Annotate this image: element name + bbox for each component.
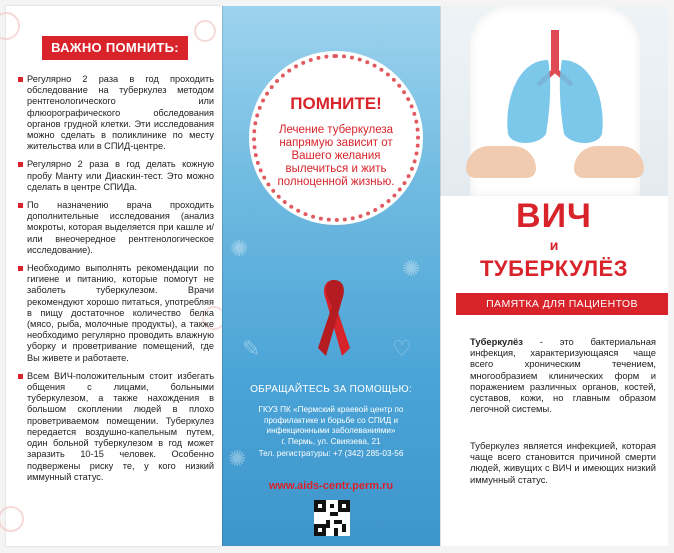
middle-panel (222, 6, 440, 546)
left-hand (466, 146, 536, 178)
contact-title: ОБРАЩАЙТЕСЬ ЗА ПОМОЩЬЮ: (250, 384, 412, 395)
tb-definition (470, 336, 656, 414)
bullet-square-icon (18, 77, 23, 82)
title-tuberculosis: ТУБЕРКУЛЁЗ (479, 256, 629, 281)
tb-risk-paragraph: Туберкулез является инфекцией, которая чаще всего становится причиной смерти людей, живущих с ВИЧ и имеющих низкий иммунный статус. (470, 440, 656, 485)
list-item-text: Регулярно 2 раза в год делать кожную пробу Манту или Диаскин-тест. Это можно сделать в центре СПИДа. (27, 159, 214, 192)
virus-pattern-icon: ✺ (228, 446, 247, 471)
title-hiv: ВИЧ (516, 197, 592, 235)
address: г. Пермь, ул. Свиязева, 21 (281, 436, 381, 446)
syringe-pattern-icon: ✎ (242, 336, 261, 361)
list-item-text: Регулярно 2 раза в год проходить обследование на туберкулез методом рентгенологического или флюорографического обследования органов грудной клетки. Эти исследования можно сделать в поликлинике по месту жительства или в СПИД-центре. (27, 74, 214, 152)
contact-block (232, 384, 430, 460)
list-item (18, 200, 214, 256)
recommendations-list (18, 74, 214, 490)
tb-term: Туберкулёз (470, 336, 523, 347)
list-item (18, 371, 214, 483)
virus-decoration-icon (194, 20, 216, 42)
bullet-square-icon (18, 162, 23, 167)
virus-decoration-icon (0, 12, 20, 40)
tb-definition-text: - это бактериальная инфекция, характеризующаяся чаще всего хроническим течением, многообразием клинических форм и поражением различных органов, костей, суставов, кожи, но главным образом легочной системы. (470, 336, 656, 415)
virus-pattern-icon: ✺ (230, 236, 249, 261)
bullet-square-icon (18, 266, 23, 271)
remember-circle (252, 54, 420, 222)
virus-pattern-icon: ✺ (402, 256, 421, 281)
qr-code (314, 500, 350, 536)
list-item (18, 159, 214, 193)
lungs-icon (498, 30, 612, 150)
title-and: и (549, 237, 559, 253)
right-hand (574, 146, 644, 178)
subtitle-bar: ПАМЯТКА ДЛЯ ПАЦИЕНТОВ (456, 293, 668, 315)
doctor-lungs-illustration (440, 6, 668, 196)
list-item (18, 74, 214, 152)
remember-title: ПОМНИТЕ! (290, 94, 382, 113)
heart-pattern-icon: ♡ (392, 336, 412, 361)
organization-name: ГКУЗ ПК «Пермский краевой центр по профилактике и борьбе со СПИД и инфекционными заболеваниями» (258, 405, 404, 435)
list-item-text: Всем ВИЧ-положительным стоит избегать общения с лицами, больными туберкулезом, а также нахождения в большом скоплении людей в плохо проветриваемом помещении. Туберкулез передается воздушно-капельным путем, один больной туберкулезом в год может заразить 10-15 человек. Особенно подвержены риску те, у кого низкий иммунный статус. (27, 370, 214, 482)
remember-text: Лечение туберкулеза напрямую зависит от Вашего желания вылечиться и жить полноценной жизнью. (277, 124, 395, 188)
list-item (18, 263, 214, 364)
website-link[interactable]: www.aids-centr.perm.ru (268, 480, 394, 492)
virus-decoration-icon (0, 506, 24, 532)
important-banner: ВАЖНО ПОМНИТЬ: (42, 36, 188, 60)
list-item-text: Необходимо выполнять рекомендации по гигиене и питанию, которые помогут не заболеть туберкулезом. Врачи рекомендуют хорошо питаться, употребляя в пищу достаточное количество белка (мясо, рыба, молочные продукты), а также необходимо регулярно проводить влажную уборку и проветривание помещений, где Вы живете и работаете. (27, 263, 214, 363)
bullet-square-icon (18, 374, 23, 379)
right-panel (440, 6, 668, 546)
left-panel (6, 6, 222, 546)
list-item-text: По назначению врача проходить дополнительные исследования (анализ мокроты, которая выделяется при кашле и/или внеочередное рентгенологическое исследование). (27, 200, 214, 255)
bullet-square-icon (18, 203, 23, 208)
red-ribbon-icon (314, 276, 354, 362)
phone: Тел. регистратуры: +7 (342) 285-03-56 (258, 449, 404, 458)
fold-line (440, 6, 441, 546)
fold-line (222, 6, 223, 546)
